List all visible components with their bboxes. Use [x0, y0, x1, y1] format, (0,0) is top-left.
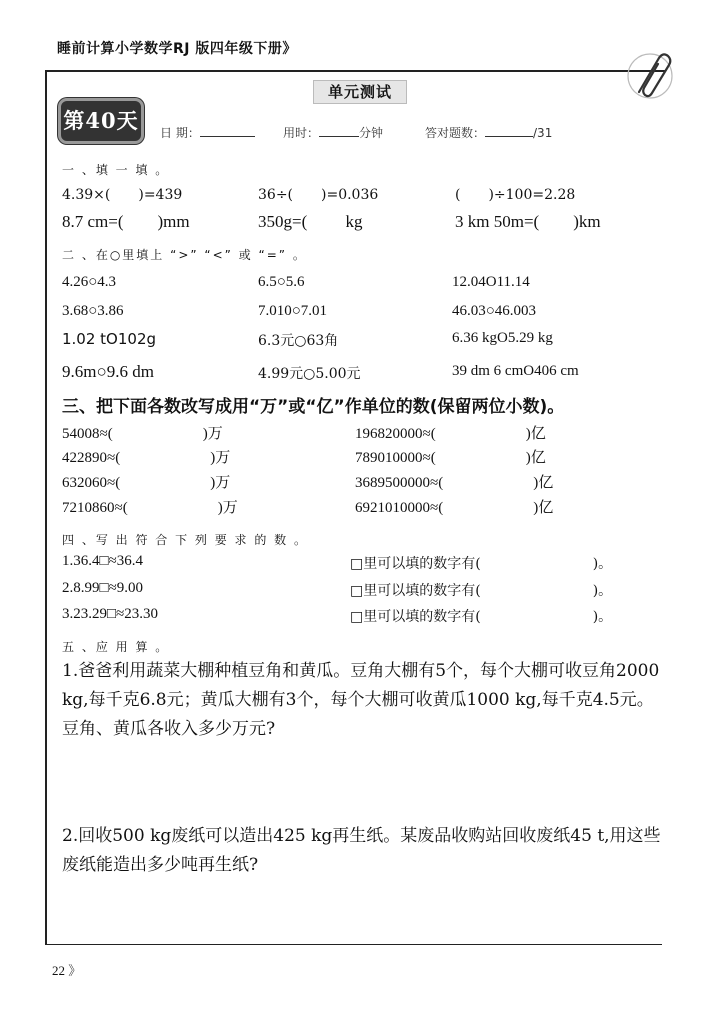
digit-answer: □里可以填的数字有( )。	[350, 609, 613, 625]
bottom-divider	[45, 944, 662, 945]
compare-item: 6.3元○63角	[258, 333, 339, 349]
correct-total: /31	[533, 126, 553, 140]
book-title: 睡前计算小学数学RJ 版四年级下册》	[57, 41, 297, 57]
rewrite-item: 196820000≈( )亿	[355, 426, 546, 442]
correct-count-field	[425, 124, 552, 141]
page-number: 22 》	[52, 963, 82, 978]
section4-heading: 四 、写 出 符 合 下 列 要 求 的 数 。	[62, 533, 308, 547]
fill-item: 36÷( )=0.036	[258, 187, 379, 203]
compare-item: 9.6m○9.6 dm	[62, 362, 154, 381]
compare-item: 7.010○7.01	[258, 303, 328, 319]
section5-heading: 五 、应 用 算 。	[62, 640, 170, 654]
left-border	[45, 71, 47, 945]
digit-item: 1.36.4□≈36.4	[62, 553, 144, 569]
correct-blank[interactable]	[485, 124, 533, 137]
section1-heading: 一 、填 一 填 。	[62, 163, 170, 177]
section-badge: 单元测试	[313, 80, 407, 104]
rewrite-item: 54008≈( )万	[62, 426, 223, 442]
paperclip-icon	[625, 48, 675, 104]
time-blank[interactable]	[319, 124, 359, 137]
fill-item: 8.7 cm=( )mm	[62, 212, 190, 231]
compare-item: 4.26○4.3	[62, 274, 117, 290]
fill-item: ( )÷100=2.28	[455, 187, 576, 203]
date-field	[160, 124, 255, 141]
time-unit: 分钟	[359, 126, 384, 140]
time-field	[283, 124, 383, 141]
compare-item: 3.68○3.86	[62, 303, 124, 319]
fill-item: 350g=( kg	[258, 212, 363, 231]
correct-label: 答对题数：	[425, 126, 486, 140]
compare-item: 6.5○5.6	[258, 274, 305, 290]
compare-item: 1.02 tO102g	[62, 330, 157, 348]
top-divider	[45, 70, 665, 72]
compare-item: 46.03○46.003	[452, 303, 537, 319]
word-problem-1: 1.爸爸利用蔬菜大棚种植豆角和黄瓜。豆角大棚有5个，每个大棚可收豆角2000 kg,每千克6.8元；黄瓜大棚有3个，每个大棚可收黄瓜1000 kg,每千克4.5元。豆角、黄瓜各收入多少万元?	[62, 661, 660, 739]
date-label: 日 期：	[160, 126, 200, 140]
compare-item: 39 dm 6 cmO406 cm	[452, 363, 579, 379]
digit-answer: □里可以填的数字有( )。	[350, 583, 613, 599]
day-badge: 第40天	[58, 98, 144, 144]
fill-item: 3 km 50m=( )km	[455, 212, 601, 231]
digit-item: 3.23.29□≈23.30	[62, 606, 159, 622]
fill-item: 4.39×( )=439	[62, 187, 183, 203]
rewrite-item: 7210860≈( )万	[62, 500, 238, 516]
word-problem-2: 2.回收500 kg废纸可以造出425 kg再生纸。某废品收购站回收废纸45 t,用这些废纸能造出多少吨再生纸?	[62, 826, 661, 875]
section3-heading: 三、把下面各数改写成用“万”或“亿”作单位的数(保留两位小数)。	[62, 397, 565, 417]
date-blank[interactable]	[200, 124, 255, 137]
rewrite-item: 632060≈( )万	[62, 475, 231, 491]
digit-item: 2.8.99□≈9.00	[62, 580, 144, 596]
digit-answer: □里可以填的数字有( )。	[350, 556, 613, 572]
compare-item: 12.04O11.14	[452, 274, 530, 290]
compare-item: 4.99元○5.00元	[258, 366, 361, 382]
time-label: 用时：	[283, 126, 320, 140]
rewrite-item: 789010000≈( )亿	[355, 450, 546, 466]
rewrite-item: 3689500000≈( )亿	[355, 475, 554, 491]
compare-item: 6.36 kgO5.29 kg	[452, 330, 553, 346]
rewrite-item: 6921010000≈( )亿	[355, 500, 554, 516]
section2-heading: 二 、在○里填上 “>” “<” 或 “=” 。	[62, 248, 307, 262]
rewrite-item: 422890≈( )万	[62, 450, 231, 466]
